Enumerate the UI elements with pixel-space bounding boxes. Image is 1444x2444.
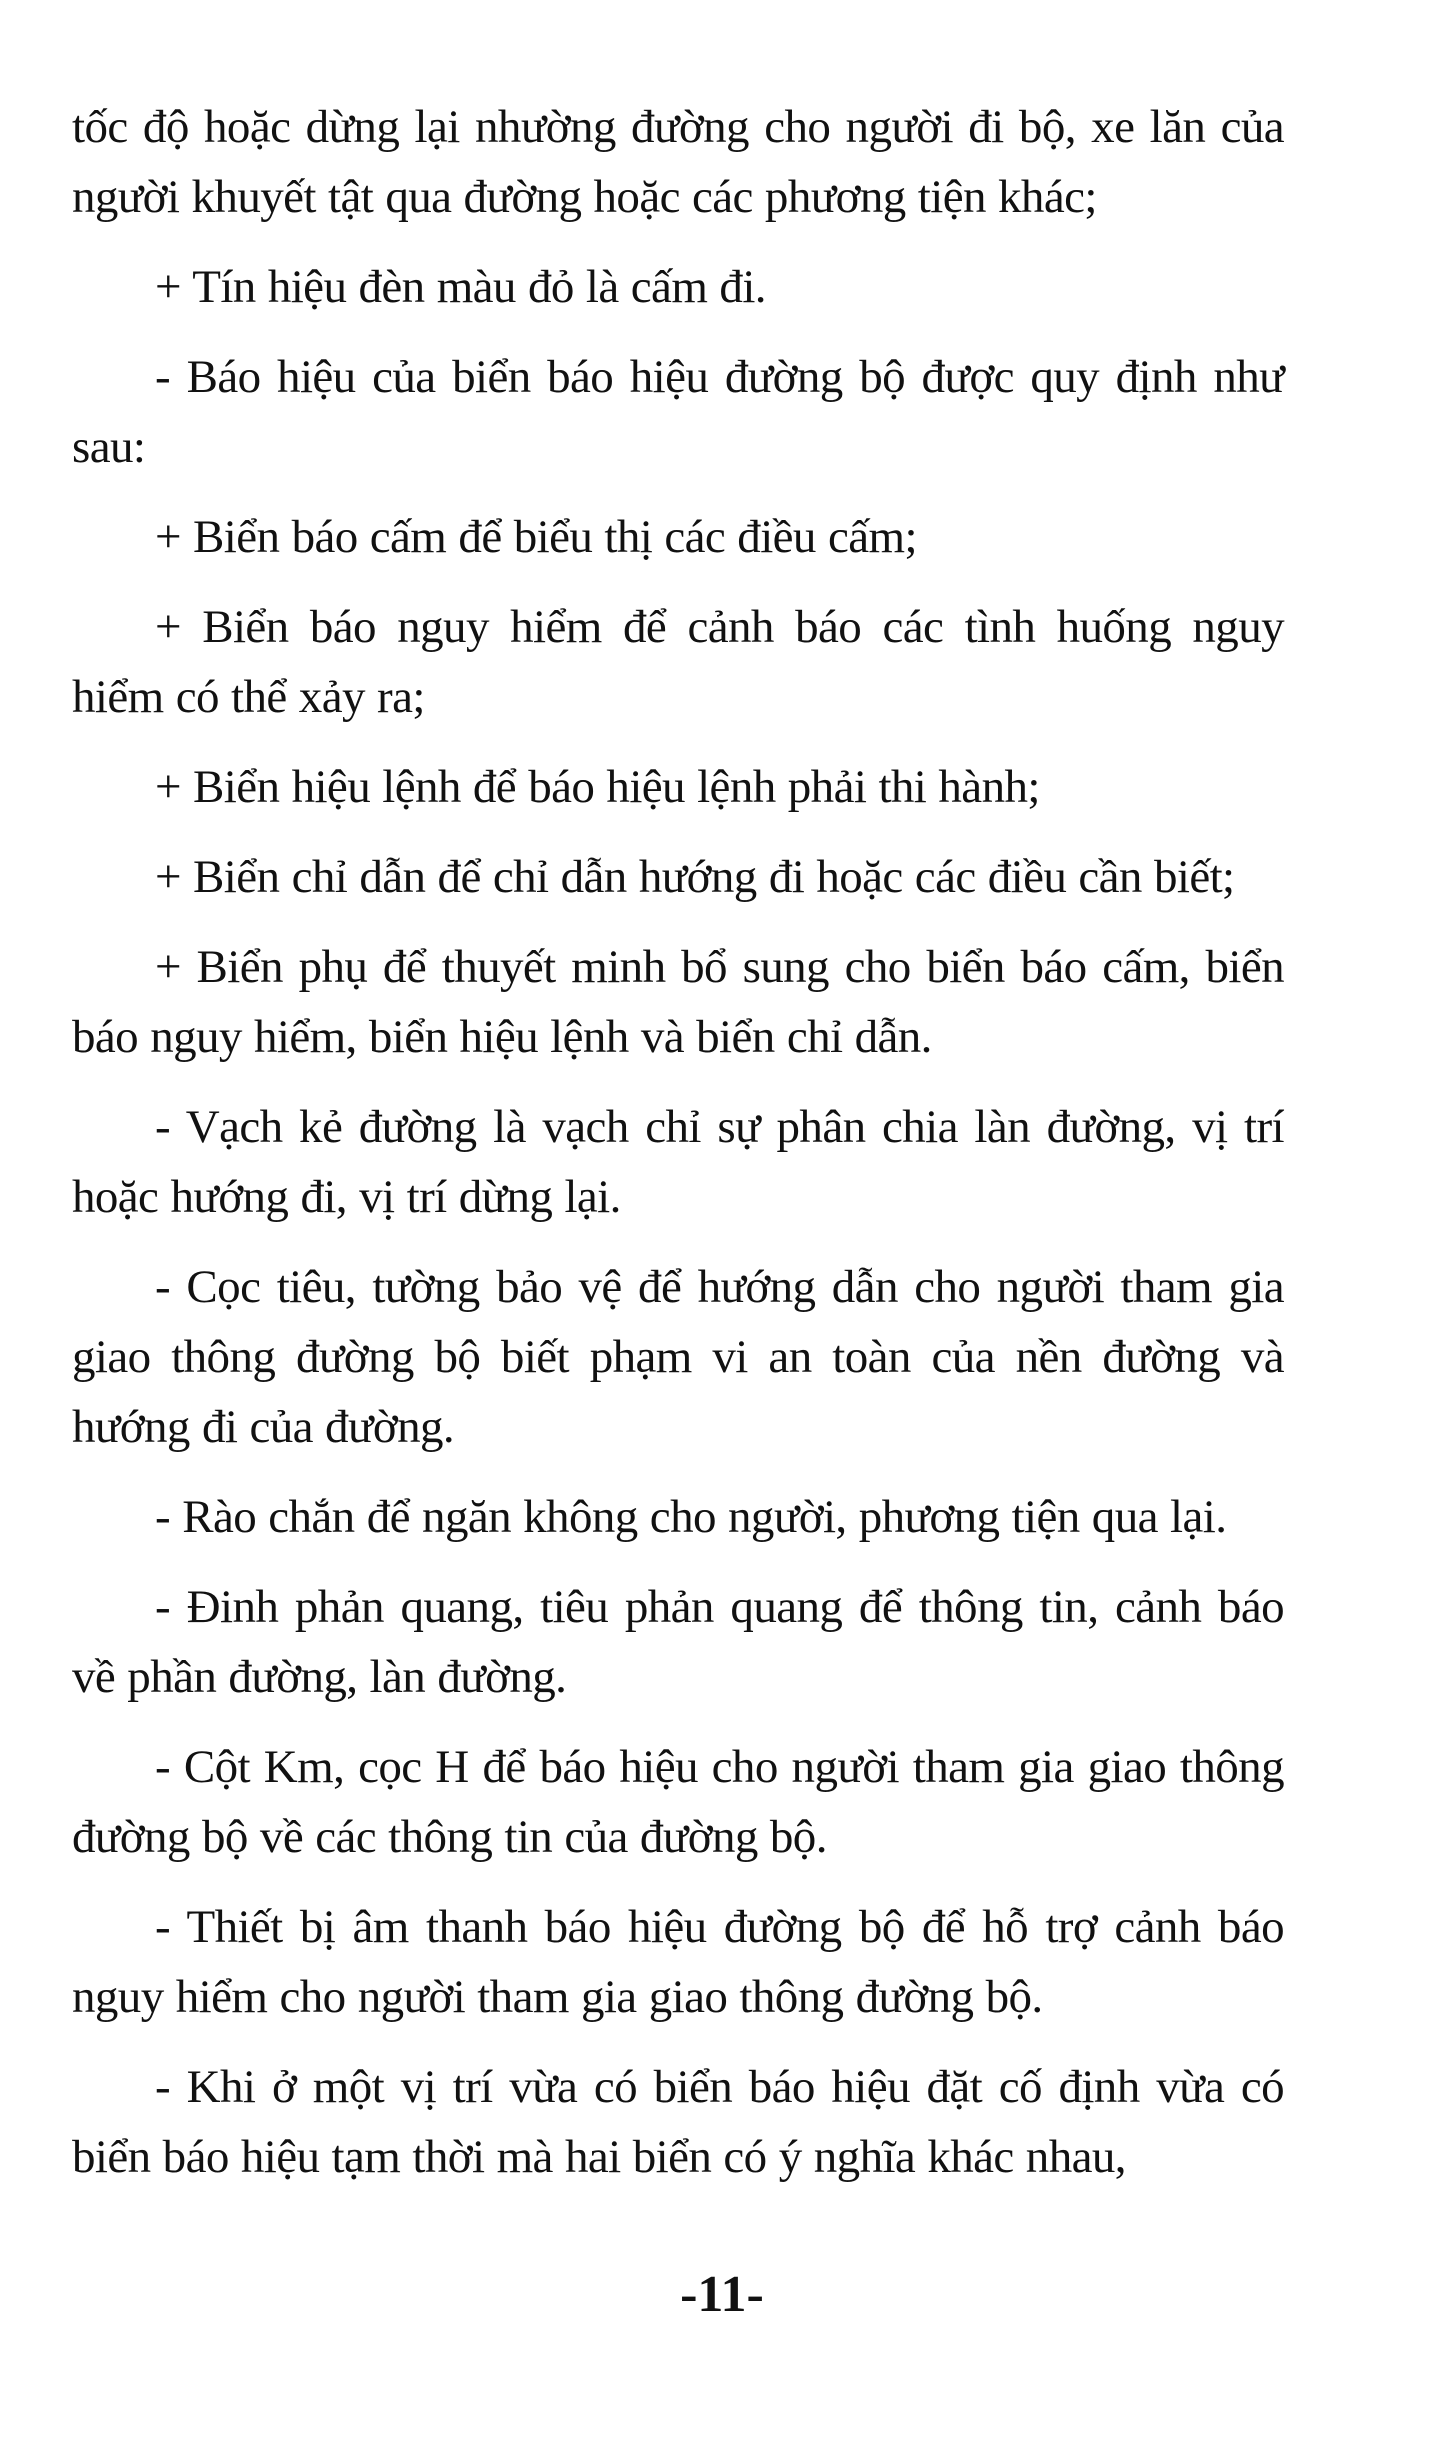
- paragraph-guide-posts: - Cọc tiêu, tường bảo vệ để hướng dẫn cho người tham gia giao thông đường bộ biết phạm vi an toàn của nền đường và hướng đi của đường.: [72, 1261, 1284, 1453]
- paragraph-conflicting-signs: - Khi ở một vị trí vừa có biển báo hiệu đặt cố định vừa có biển báo hiệu tạm thời mà hai biển có ý nghĩa khác nhau,: [72, 2061, 1284, 2183]
- paragraph-guide-signs: + Biển chỉ dẫn để chỉ dẫn hướng đi hoặc các điều cần biết;: [155, 851, 1235, 903]
- paragraph-road-signs-intro: - Báo hiệu của biển báo hiệu đường bộ được quy định như sau:: [72, 351, 1284, 473]
- paragraph-reflectors: - Đinh phản quang, tiêu phản quang để thông tin, cảnh báo về phần đường, làn đường.: [72, 1581, 1284, 1703]
- page-number: -11-: [680, 2266, 764, 2323]
- paragraph-prohibition-signs: + Biển báo cấm để biểu thị các điều cấm;: [155, 511, 917, 563]
- body-text: [72, 92, 1284, 2212]
- paragraph-red-light: + Tín hiệu đèn màu đỏ là cấm đi.: [155, 261, 766, 313]
- paragraph-km-posts: - Cột Km, cọc H để báo hiệu cho người tham gia giao thông đường bộ về các thông tin của đường bộ.: [72, 1741, 1284, 1863]
- paragraph-supplementary-signs: + Biển phụ để thuyết minh bổ sung cho biển báo cấm, biển báo nguy hiểm, biển hiệu lệnh và biển chỉ dẫn.: [72, 941, 1284, 1063]
- paragraph-barriers: - Rào chắn để ngăn không cho người, phương tiện qua lại.: [155, 1491, 1227, 1543]
- paragraph-mandatory-signs: + Biển hiệu lệnh để báo hiệu lệnh phải thi hành;: [155, 761, 1040, 813]
- paragraph-road-markings: - Vạch kẻ đường là vạch chỉ sự phân chia làn đường, vị trí hoặc hướng đi, vị trí dừng lại.: [72, 1101, 1284, 1223]
- paragraph-danger-signs: + Biển báo nguy hiểm để cảnh báo các tình huống nguy hiểm có thể xảy ra;: [72, 601, 1284, 723]
- paragraph-sound-devices: - Thiết bị âm thanh báo hiệu đường bộ để hỗ trợ cảnh báo nguy hiểm cho người tham gia giao thông đường bộ.: [72, 1901, 1284, 2023]
- paragraph-continuation: tốc độ hoặc dừng lại nhường đường cho người đi bộ, xe lăn của người khuyết tật qua đường hoặc các phương tiện khác;: [72, 101, 1284, 223]
